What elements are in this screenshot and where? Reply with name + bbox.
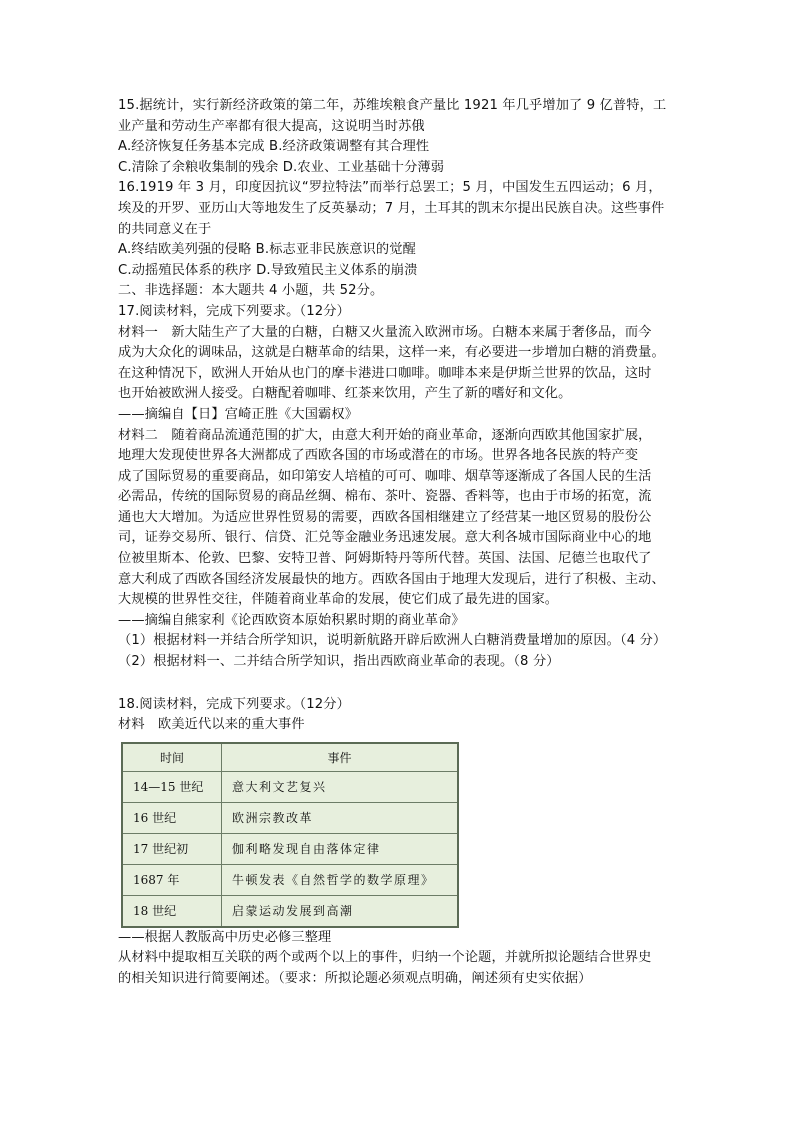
- table-cell-time: 1687 年: [122, 864, 222, 895]
- q17-material-2-line: 位被里斯本、伦敦、巴黎、安特卫普、阿姆斯特丹等所代替。英国、法国、尼德兰也取代了: [118, 551, 652, 567]
- table-cell-time: 17 世纪初: [122, 833, 222, 864]
- exam-page: [118, 96, 678, 990]
- q17-material-2-line: 意大利成了西欧各国经济发展最快的地方。西欧各国由于地理大发现后，进行了积极、主动、: [118, 571, 665, 587]
- table-cell-time: 14—15 世纪: [122, 771, 222, 802]
- q17-material-2-line: 通也大大增加。为适应世界性贸易的需要，西欧各国相继建立了经营某一地区贸易的股份公: [118, 509, 652, 525]
- table-cell-event: 欧洲宗教改革: [222, 802, 459, 833]
- table-cell-event: 意大利文艺复兴: [222, 771, 459, 802]
- q17-material-1-line: 也开始被欧洲人接受。白糖配着咖啡、红茶来饮用，产生了新的嗜好和文化。: [118, 386, 572, 402]
- section-2-heading: 二、非选择题：本大题共 4 小题，共 52分。: [118, 283, 384, 299]
- q17-material-2-line: 必需品，传统的国际贸易的商品丝绸、棉布、茶叶、瓷器、香料等，也由于市场的拓宽，流: [118, 489, 652, 505]
- q17-material-2-source: ——摘编自熊家利《论西欧资本原始积累时期的商业革命》: [118, 612, 465, 628]
- q17-title: 17.阅读材料，完成下列要求。（12分）: [118, 303, 350, 319]
- table-cell-event: 伽利略发现自由落体定律: [222, 833, 459, 864]
- question-17: [118, 302, 678, 673]
- q16-stem-line-3: 的共同意义在于: [118, 221, 212, 237]
- table-header-row: [122, 743, 458, 772]
- table-row: [122, 771, 458, 802]
- table-cell-time: 18 世纪: [122, 895, 222, 927]
- q15-options-cd: C.清除了余粮收集制的残余 D.农业、工业基础十分薄弱: [118, 159, 445, 175]
- table-cell-event: 牛顿发表《自然哲学的数学原理》: [222, 864, 459, 895]
- q17-material-2-line: 材料二 随着商品流通范围的扩大，由意大利开始的商业革命，逐渐向西欧其他国家扩展，: [118, 427, 652, 443]
- q17-material-2-line: 司，证券交易所、银行、信贷、汇兑等金融业务迅速发展。意大利各城市国际商业中心的地: [118, 530, 652, 546]
- q16-stem-line-2: 埃及的开罗、亚历山大等地发生了反英暴动；7 月，土耳其的凯末尔提出民族自决。这些事件: [118, 200, 665, 216]
- q18-instruction-line-1: 从材料中提取相互关联的两个或两个以上的事件，归纳一个论题，并就所拟论题结合世界史: [118, 950, 652, 966]
- q16-stem-line-1: 16.1919 年 3 月，印度因抗议“罗拉特法”而举行总罢工；5 月，中国发生五四运动；6 月，: [118, 180, 662, 196]
- q16-options-ab: A.终结欧美列强的侵略 B.标志亚非民族意识的觉醒: [118, 242, 416, 258]
- q17-requirement-2: （2）根据材料一、二并结合所学知识，指出西欧商业革命的表现。（8 分）: [118, 654, 560, 670]
- table-row: [122, 833, 458, 864]
- table-row: [122, 802, 458, 833]
- q18-source: ——根据人教版高中历史必修三整理: [118, 929, 332, 945]
- q18-title: 18.阅读材料，完成下列要求。（12分）: [118, 696, 350, 712]
- table-cell-time: 16 世纪: [122, 802, 222, 833]
- q17-material-1-line: 在这种情况下，欧洲人开始从也门的摩卡港进口咖啡。咖啡本来是伊斯兰世界的饮品，这时: [118, 365, 652, 381]
- question-18: [118, 695, 678, 990]
- q17-material-1-line: 材料一 新大陆生产了大量的白糖，白糖又火量流入欧洲市场。白糖本来属于奢侈品，而今: [118, 324, 652, 340]
- table-cell-event: 启蒙运动发展到高潮: [222, 895, 459, 927]
- table-row: [122, 895, 458, 927]
- q18-instruction-line-2: 的相关知识进行简要阐述。（要求：所拟论题必须观点明确，阐述须有史实依据）: [118, 971, 592, 986]
- question-16: [118, 178, 678, 281]
- q15-stem-line-2: 业产量和劳动生产率都有很大提高，这说明当时苏俄: [118, 118, 425, 134]
- q17-material-2-line: 成了国际贸易的重要商品，如印第安人培植的可可、咖啡、烟草等逐渐成了各国人民的生活: [118, 468, 652, 484]
- table-header-time: 时间: [122, 743, 222, 772]
- q15-stem-line-1: 15.据统计，实行新经济政策的第二年，苏维埃粮食产量比 1921 年几乎增加了 9 亿普特，工: [118, 98, 667, 113]
- q15-options-ab: A.经济恢复任务基本完成 B.经济政策调整有其合理性: [118, 139, 430, 155]
- q17-requirement-1: （1）根据材料一并结合所学知识，说明新航路开辟后欧洲人白糖消费量增加的原因。（4 分）: [118, 633, 667, 649]
- q17-material-1-line: 成为大众化的调味品，这就是白糖革命的结果，这样一来，有必要进一步增加白糖的消费量。: [118, 345, 665, 361]
- table-row: [122, 864, 458, 895]
- q17-material-2-line: 大规模的世界性交往，伴随着商业革命的发展，使它们成了最先进的国家。: [118, 592, 559, 608]
- question-15: [118, 96, 678, 178]
- q18-material-caption: 材料 欧美近代以来的重大事件: [118, 717, 305, 733]
- q17-material-2-line: 地理大发现使世界各大洲都成了西欧各国的市场或潜在的市场。世界各地各民族的特产变: [118, 448, 639, 464]
- q16-options-cd: C.动摇殖民体系的秩序 D.导致殖民主义体系的崩溃: [118, 262, 418, 278]
- events-table: [121, 742, 459, 928]
- q17-material-1-source: ——摘编自【日】宫崎正胜《大国霸权》: [118, 406, 359, 422]
- spacer: [118, 673, 678, 695]
- table-header-event: 事件: [222, 743, 459, 772]
